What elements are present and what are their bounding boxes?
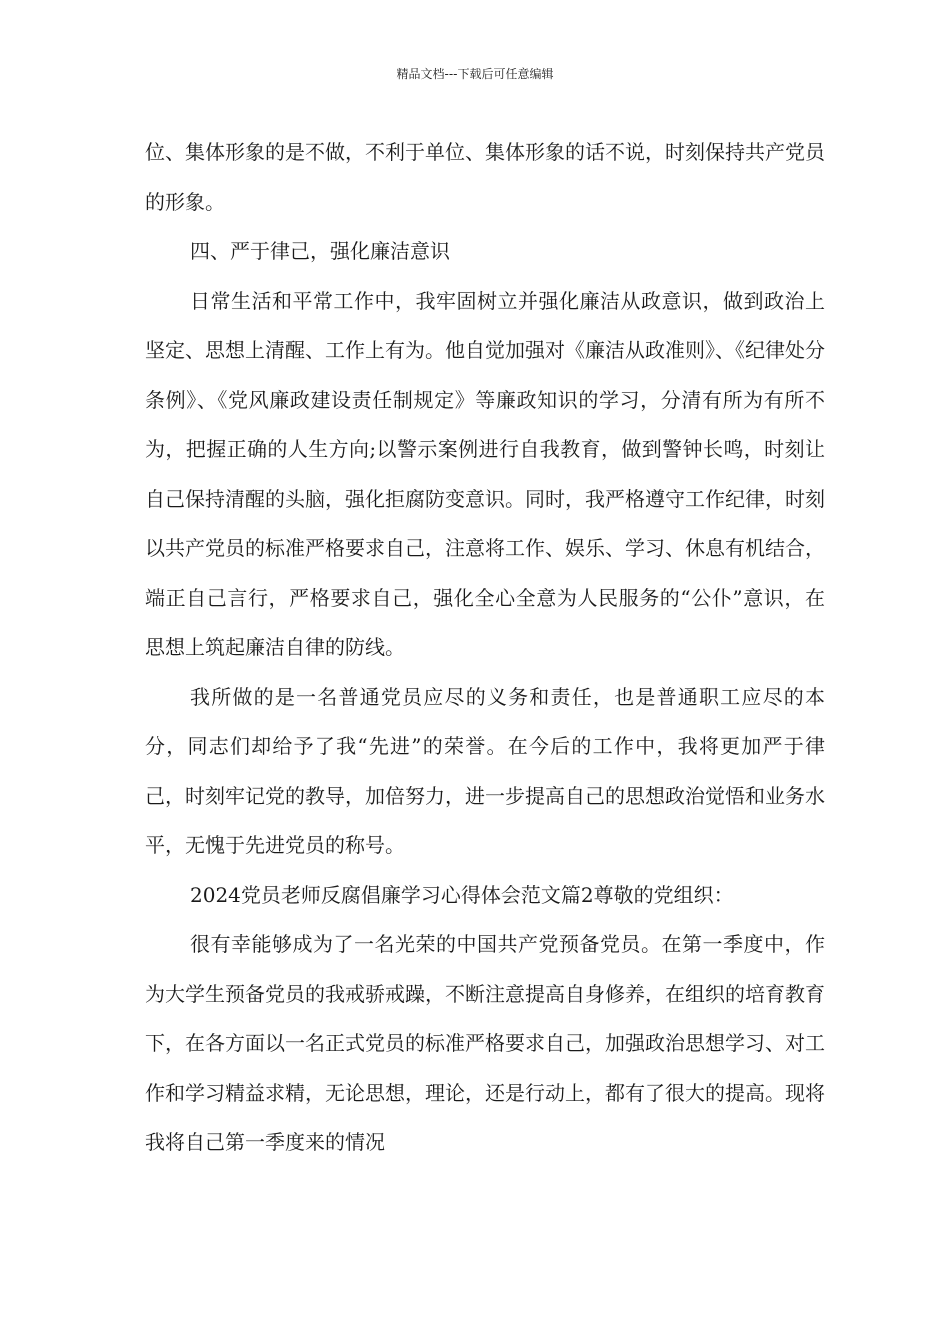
paragraph-probationary-member: 很有幸能够成为了一名光荣的中国共产党预备党员。在第一季度中，作为大学生预备党员的我戒骄戒躁，不断注意提高自身修养，在组织的培育教育下，在各方面以一名正式党员的标准严格要求自己，加强政治思想学习、对工作和学习精益求精，无论思想，理论，还是行动上，都有了很大的提高。现将我将自己第一季度来的情况 [145, 932, 825, 1154]
page-header: 精品文档---下载后可任意编辑 [396, 67, 554, 81]
article-title: 2024党员老师反腐倡廉学习心得体会范文篇2尊敬的党组织： [190, 882, 734, 907]
section-heading: 四、严于律己，强化廉洁意识 [190, 239, 450, 263]
paragraph-integrity: 日常生活和平常工作中，我牢固树立并强化廉洁从政意识，做到政治上坚定、思想上清醒、工作上有为。他自觉加强对《廉洁从政准则》、《纪律处分条例》、《党风廉政建设责任制规定》等廉政知识的学习，分清有所为有所不为，把握正确的人生方向;以警示案例进行自我教育，做到警钟长鸣，时刻让自己保持清醒的头脑，强化拒腐防变意识。同时，我严格遵守工作纪律，时刻以共产党员的标准严格要求自己，注意将工作、娱乐、学习、休息有机结合，端正自己言行，严格要求自己，强化全心全意为人民服务的“公仆”意识，在思想上筑起廉洁自律的防线。 [145, 288, 825, 659]
paragraph-continuation: 位、集体形象的是不做，不利于单位、集体形象的话不说，时刻保持共产党员的形象。 [145, 140, 825, 214]
document-body [145, 128, 825, 1168]
paragraph-conclusion: 我所做的是一名普通党员应尽的义务和责任，也是普通职工应尽的本分，同志们却给予了我“先进”的荣誉。在今后的工作中，我将更加严于律己，时刻牢记党的教导，加倍努力，进一步提高自己的思想政治觉悟和业务水平，无愧于先进党员的称号。 [145, 684, 825, 857]
